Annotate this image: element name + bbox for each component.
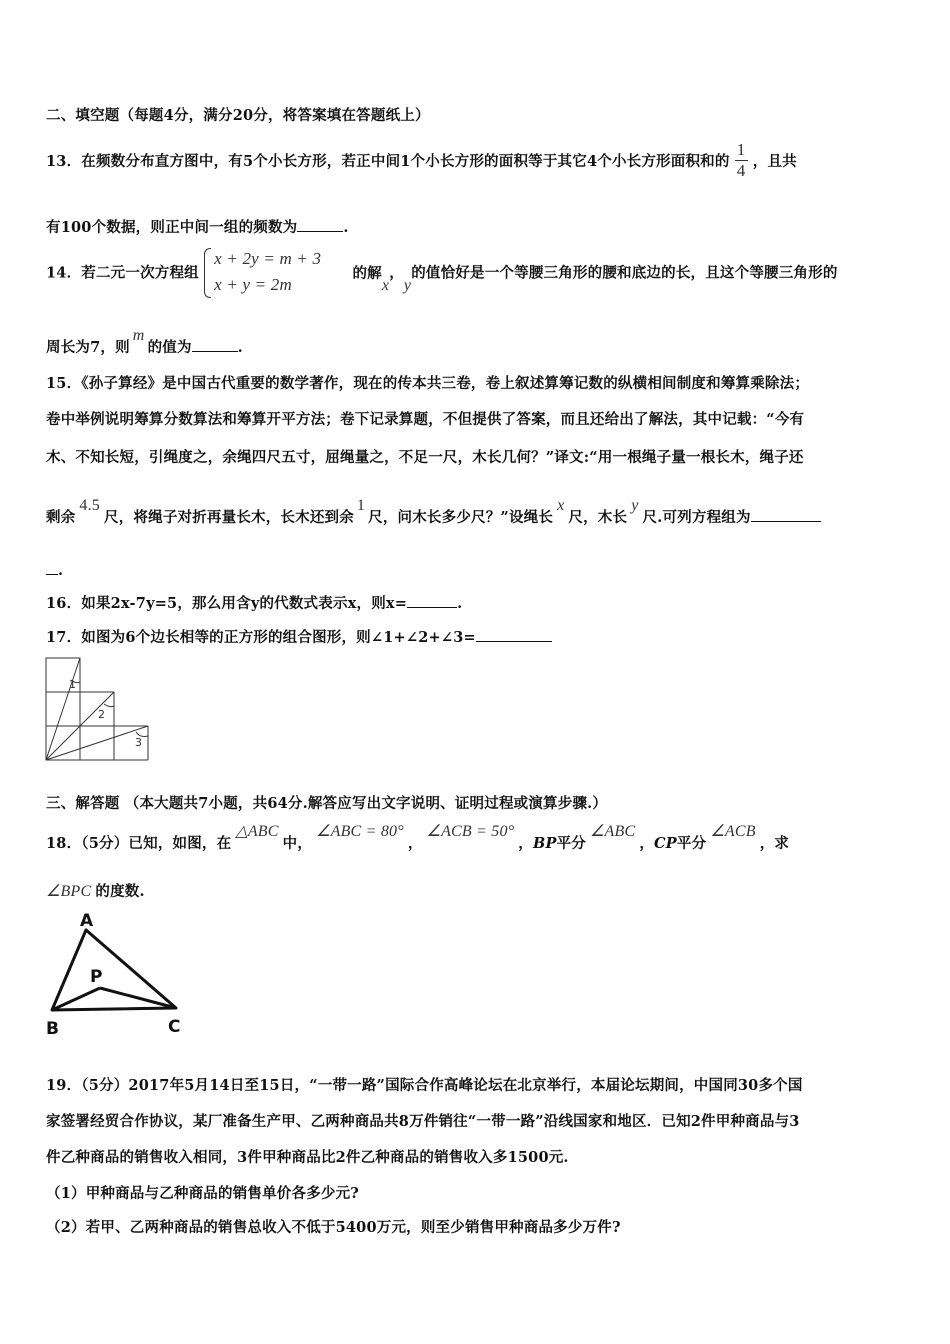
- q18-line1: [46, 823, 790, 853]
- q13-frac-num: 1: [736, 140, 746, 159]
- q15-answer-blank[interactable]: [751, 507, 821, 522]
- q14-var-y: y: [403, 277, 412, 294]
- q14-text-b: 的解: [352, 264, 382, 282]
- q15-line5: [46, 560, 63, 579]
- q18-triangle-abc-shape: [52, 930, 176, 1010]
- q19-line2: 家签署经贸合作协议，某厂准备生产甲、乙两种商品共8万件销往“一带一路”沿线国家和地区．已知2件甲种商品与3: [46, 1113, 800, 1130]
- q16-text: 16．如果2x-7y=5，那么用含y的代数式表示x，则x=: [46, 595, 408, 612]
- q13-fraction: [735, 140, 748, 181]
- q18-line2: [46, 880, 145, 901]
- q15-answer-blank-cont[interactable]: [46, 560, 58, 575]
- q14-line1: [46, 246, 838, 298]
- q14-line2-text-a: 周长为7，则: [46, 339, 130, 356]
- q16-end: .: [457, 595, 463, 612]
- q14-brace: [204, 248, 211, 298]
- q19-subquestion-1: （1）甲种商品与乙种商品的销售单价各多少元?: [46, 1185, 359, 1202]
- q13-line1: [46, 140, 797, 181]
- q19-line1: 19．（5分）2017年5月14日至15日，“一带一路”国际合作高峰论坛在北京举行，本届论坛期间，中国同30多个国: [46, 1077, 803, 1094]
- q17-text: 17．如图为6个边长相等的正方形的组合图形，则∠1+∠2+∠3=: [46, 629, 476, 646]
- q18-line2-text: 的度数.: [95, 883, 145, 900]
- q16-answer-blank[interactable]: [407, 593, 457, 608]
- q17-line: [46, 626, 552, 647]
- q15-var-x: x: [557, 497, 565, 514]
- q17-angle-label-1: 1: [69, 678, 76, 691]
- q14-line2: [46, 327, 243, 357]
- q18-angle-acb-50: ∠ACB = 50°: [426, 823, 515, 840]
- q16-line: [46, 592, 462, 613]
- q14-answer-blank[interactable]: [192, 337, 238, 352]
- q18-text-d: ，: [518, 835, 533, 852]
- q17-diagonal-1: [46, 658, 80, 760]
- q15-var-y: y: [631, 497, 639, 514]
- q13-answer-blank[interactable]: [297, 217, 343, 232]
- q15-line2: 卷中举例说明筹算分数算法和筹算开平方法；卷下记录算题，不但提供了答案，而且还给出了解法，其中记载：“今有: [46, 411, 805, 428]
- q14-eq1: x + 2y = m + 3: [214, 249, 322, 268]
- q15-line4: [46, 497, 821, 527]
- q18-angle-acb: ∠ACB: [710, 823, 756, 840]
- q17-angle-label-2: 2: [98, 708, 105, 721]
- q18-text-a: 18．（5分）已知，如图，在: [46, 835, 232, 852]
- q18-bp: BP: [533, 835, 557, 852]
- q14-eq2: x + y = 2m: [214, 275, 292, 294]
- q18-text-g: 平分: [676, 835, 707, 852]
- q18-label-p: P: [90, 967, 103, 987]
- q13-line2-text: 有100个数据，则正中间一组的频数为: [46, 219, 298, 236]
- q18-text-c: ，: [407, 835, 423, 852]
- q14-text-a: 14．若二元一次方程组: [46, 264, 199, 282]
- q13-end: .: [343, 219, 349, 236]
- q15-text-a: 剩余: [46, 509, 76, 526]
- q18-angle-abc: ∠ABC: [589, 823, 636, 840]
- q15-text-b: 尺，将绳子对折再量长木，长木还到余: [104, 509, 354, 526]
- q15-end: .: [58, 562, 64, 579]
- q14-comma: ，: [389, 264, 404, 282]
- q13-text-b: ，且共: [752, 153, 797, 170]
- q17-angle-arc-2: [104, 704, 114, 707]
- q15-value-1: 1: [356, 497, 366, 514]
- q18-text-b: 中，: [282, 835, 313, 852]
- q14-var-m: m: [132, 327, 145, 344]
- q19-subquestion-2: （2）若甲、乙两种商品的销售总收入不低于5400万元，则至少销售甲种商品多少万件?: [46, 1219, 621, 1236]
- q18-text-f: ，: [639, 835, 655, 852]
- q15-value-4-5: 4.5: [79, 497, 101, 514]
- q15-text-c: 尺，问木长多少尺？”设绳长: [368, 509, 554, 526]
- q14-var-x: x: [381, 277, 390, 294]
- q15-text-d: 尺，木长: [568, 509, 628, 526]
- q17-squares-figure: [44, 656, 154, 766]
- q18-cp: CP: [654, 835, 677, 852]
- q17-angle-label-3: 3: [135, 736, 142, 749]
- q14-equation-system: [204, 246, 321, 298]
- q14-end: .: [237, 339, 243, 356]
- q18-label-c: C: [168, 1017, 181, 1037]
- q18-triangle-abc: △ABC: [235, 823, 279, 840]
- q18-label-b: B: [46, 1019, 59, 1039]
- q19-line3: 件乙种商品的销售收入相同，3件甲种商品比2件乙种商品的销售收入多1500元.: [46, 1149, 569, 1166]
- q13-text-a: 13．在频数分布直方图中，有5个小长方形，若正中间1个小长方形的面积等于其它4个小长方形面积和的: [46, 153, 730, 170]
- q17-diagonal-3: [46, 726, 148, 760]
- section2-title: 二、填空题（每题4分，满分20分，将答案填在答题纸上）: [46, 107, 430, 124]
- q18-text-h: ，求: [759, 835, 790, 852]
- q18-label-a: A: [80, 911, 94, 931]
- q18-angle-bpc: ∠BPC: [46, 883, 92, 900]
- q17-answer-blank[interactable]: [476, 627, 552, 642]
- section3-title: 三、解答题 （本大题共7小题，共64分.解答应写出文字说明、证明过程或演算步骤.）: [46, 795, 608, 812]
- q14-text-c: 的值恰好是一个等腰三角形的腰和底边的长，且这个等腰三角形的: [411, 264, 838, 282]
- q13-frac-den: 4: [736, 161, 746, 180]
- q15-text-e: 尺.可列方程组为: [642, 509, 751, 526]
- q15-line3: 木、不知长短，引绳度之，余绳四尺五寸，屈绳量之，不足一尺，木长几何？”译文:“用一根绳子量一根长木，绳子还: [46, 449, 804, 466]
- q14-line2-text-b: 的值为: [147, 339, 192, 356]
- q15-line1: 15．《孙子算经》是中国古代重要的数学著作，现在的传本共三卷，卷上叙述算筹记数的纵横相间制度和筹算乘除法；: [46, 375, 810, 392]
- q13-line2: [46, 216, 349, 237]
- q18-triangle-figure: [44, 910, 194, 1040]
- q18-text-e: 平分: [556, 835, 586, 852]
- q18-angle-abc-80: ∠ABC = 80°: [316, 823, 404, 840]
